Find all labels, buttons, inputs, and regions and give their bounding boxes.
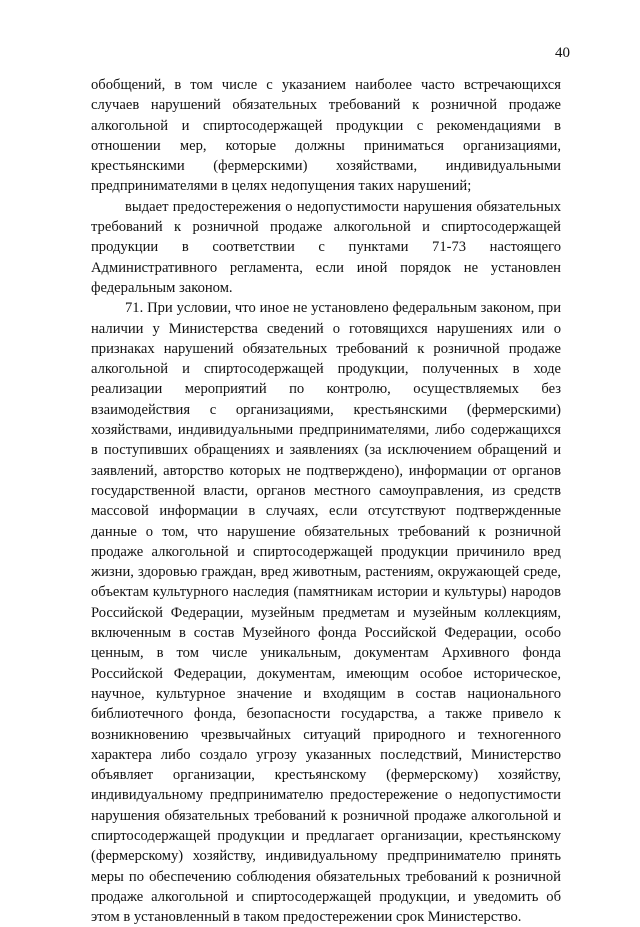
document-body <box>91 75 561 927</box>
paragraph-clause-71: 71. При условии, что иное не установлено федеральным законом, при наличии у Министерства сведений о готовящихся нарушениях или о признаках нарушений обязательных требований к розничной продаже алкогольной и спиртосодержащей продукции, полученных в ходе реализации мероприятий по контролю, осуществляемых без взаимодействия с организациями, крестьянскими (фермерскими) хозяйствами, индивидуальными предпринимателями, либо содержащихся в поступивших обращениях и заявлениях (за исключением обращений и заявлений, авторство которых не подтверждено), информации от органов государственной власти, органов местного самоуправления, из средств массовой информации в случаях, если отсутствуют подтвержденные данные о том, что нарушение обязательных требований к розничной продаже алкогольной и спиртосодержащей продукции причинило вред жизни, здоровью граждан, вред животным, растениям, окружающей среде, объектам культурного наследия (памятникам истории и культуры) народов Российской Федерации, музейным предметам и музейным коллекциям, включенным в состав Музейного фонда Российской Федерации, особо ценным, в том числе уникальным, документам Архивного фонда Российской Федерации, документам, имеющим особое историческое, научное, культурное значение и входящим в состав национального библиотечного фонда, безопасности государства, а также привело к возникновению чрезвычайных ситуаций природного и техногенного характера либо создало угрозу указанных последствий, Министерство объявляет организации, крестьянскому (фермерскому) хозяйству, индивидуальному предпринимателю предостережение о недопустимости нарушения обязательных требований к розничной продаже алкогольной и спиртосодержащей продукции и предлагает организации, крестьянскому (фермерскому) хозяйству, индивидуальному предпринимателю принять меры по обеспечению соблюдения обязательных требований к розничной продаже алкогольной и спиртосодержащей продукции, и уведомить об этом в установленный в таком предостережении срок Министерство. <box>91 300 561 926</box>
paragraph-warnings: выдает предостережения о недопустимости нарушения обязательных требований к розничной продаже алкогольной и спиртосодержащей продукции в соответствии с пунктами 71-73 настоящего Административного регламента, если иной порядок не установлен федеральным законом. <box>91 198 561 296</box>
page-number: 40 <box>555 45 570 61</box>
paragraph-continuation: обобщений, в том числе с указанием наиболее часто встречающихся случаев нарушений обязательных требований к розничной продаже алкогольной и спиртосодержащей продукции с рекомендациями в отношении мер, которые должны приниматься организациями, крестьянскими (фермерскими) хозяйствами, индивидуальными предпринимателями в целях недопущения таких нарушений; <box>91 77 561 195</box>
